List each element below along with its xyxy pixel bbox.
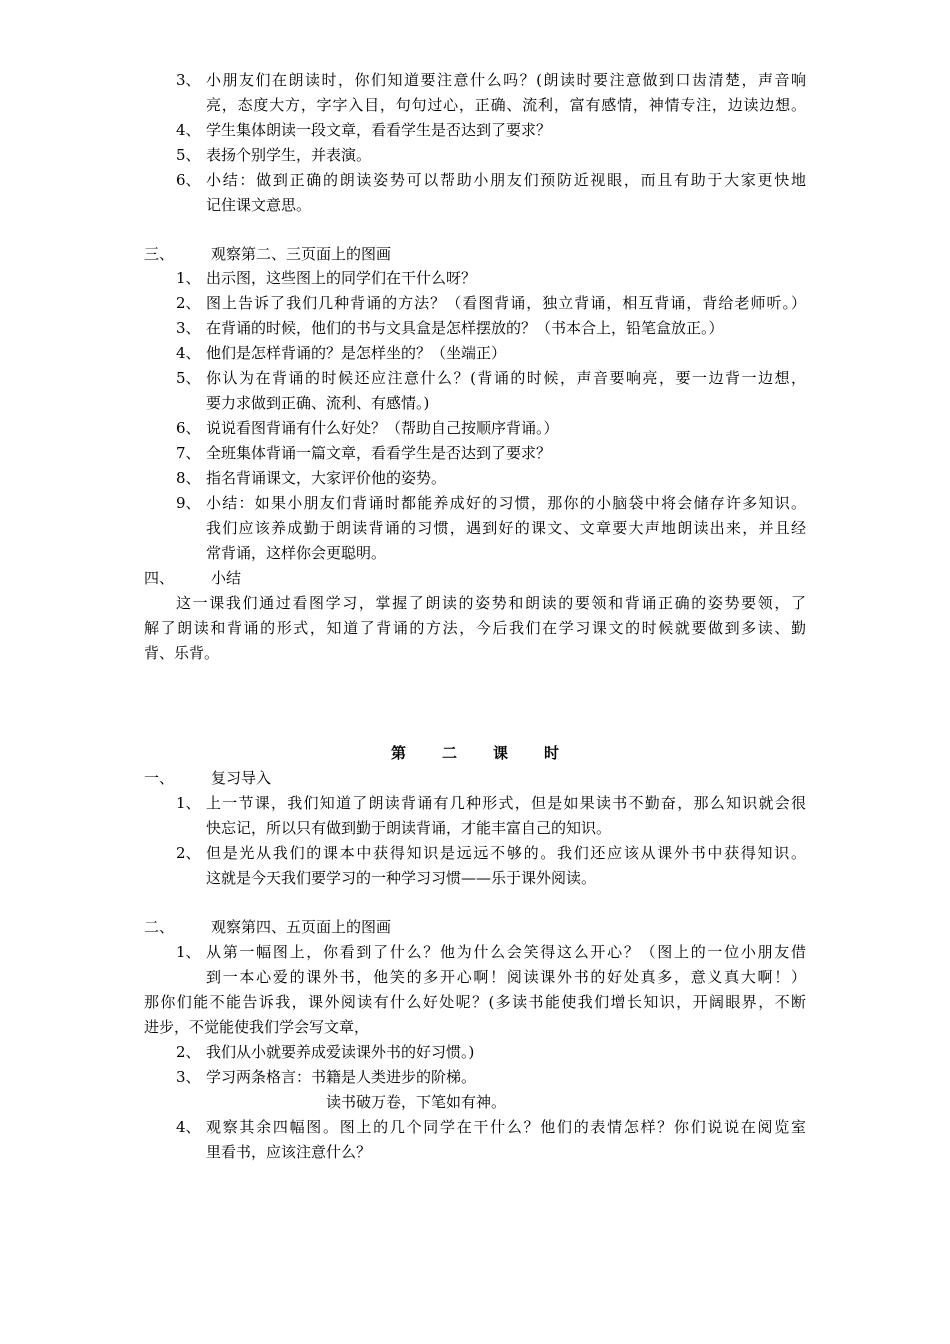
- item-number: 1、: [176, 794, 201, 812]
- section-heading: 小结: [211, 569, 242, 587]
- section-heading: 观察第二、三页面上的图画: [211, 245, 392, 263]
- text-line: 常背诵，这样你会更聪明。: [206, 544, 387, 562]
- item-number: 7、: [176, 444, 201, 462]
- motto-line: 读书破万卷，下笔如有神。: [326, 1093, 507, 1111]
- item-number: 1、: [176, 943, 201, 961]
- text-line: 表扬个别学生，并表演。: [206, 146, 372, 164]
- text-line: 里看书，应该注意什么？: [206, 1143, 372, 1161]
- item-number: 3、: [176, 319, 201, 337]
- text-line: 背、乐背。: [144, 644, 220, 662]
- text-line: 图上告诉了我们几种背诵的方法？（看图背诵，独立背诵，相互背诵，背给老师听。）: [206, 294, 806, 312]
- item-number: 5、: [176, 146, 201, 164]
- text-line: 观察其余四幅图。图上的几个同学在干什么？他们的表情怎样？你们说说在阅览室: [206, 1118, 806, 1136]
- title-char: 课: [493, 744, 509, 762]
- item-number: 2、: [176, 1043, 201, 1061]
- text-line: 他们是怎样背诵的？是怎样坐的？（坐端正）: [206, 344, 507, 362]
- item-number: 1、: [176, 269, 201, 287]
- text-line: 出示图，这些图上的同学们在干什么呀？: [206, 269, 477, 287]
- text-line: 从第一幅图上，你看到了什么？他为什么会笑得这么开心？（图上的一位小朋友借: [206, 943, 806, 961]
- item-number: 6、: [176, 419, 201, 437]
- text-line: 进步，不觉能使我们学会写文章，: [144, 1018, 370, 1036]
- title-char: 二: [441, 744, 457, 762]
- item-number: 3、: [176, 1068, 201, 1086]
- section-number: 二、: [144, 918, 175, 936]
- item-number: 8、: [176, 469, 201, 487]
- text-line: 小结：做到正确的朗读姿势可以帮助小朋友们预防近视眼，而且有助于大家更快地: [206, 171, 806, 189]
- text-line: 要力求做到正确、流利、有感情。): [206, 394, 430, 412]
- text-line: 这就是今天我们要学习的一种学习习惯——乐于课外阅读。: [206, 869, 597, 887]
- section-number: 一、: [144, 769, 175, 787]
- text-line: 在背诵的时候，他们的书与文具盒是怎样摆放的？（书本合上，铅笔盒放正。）: [206, 319, 724, 337]
- item-number: 4、: [176, 1118, 201, 1136]
- section-number: 三、: [144, 245, 175, 263]
- text-line: 我们从小就要养成爱读课外书的好习惯。): [206, 1043, 475, 1061]
- text-line: 说说看图背诵有什么好处？（帮助自己按顺序背诵。）: [206, 419, 559, 437]
- text-line: 到一本心爱的课外书，他笑的多开心啊！阅读课外书的好处真多，意义真大啊！）: [206, 968, 806, 986]
- item-number: 9、: [176, 494, 201, 512]
- item-number: 4、: [176, 121, 201, 139]
- section-number: 四、: [144, 569, 175, 587]
- text-line: 小结：如果小朋友们背诵时都能养成好的习惯，那你的小脑袋中将会储存许多知识。: [206, 494, 806, 512]
- text-line: 你认为在背诵的时候还应注意什么？(背诵的时候，声音要响亮，要一边背一边想，: [206, 369, 806, 387]
- text-line: 指名背诵课文，大家评价他的姿势。: [206, 469, 447, 487]
- item-number: 4、: [176, 344, 201, 362]
- item-number: 3、: [176, 71, 201, 89]
- item-number: 2、: [176, 844, 201, 862]
- text-line: 但是光从我们的课本中获得知识是远远不够的。我们还应该从课外书中获得知识。: [206, 844, 806, 862]
- text-line: 记住课文意思。: [206, 196, 312, 214]
- item-number: 2、: [176, 294, 201, 312]
- text-line: 解了朗读和背诵的形式，知道了背诵的方法，今后我们在学习课文的时候就要做到多读、勤: [144, 619, 806, 637]
- text-line: 亮，态度大方，字字入目，句句过心，正确、流利，富有感情，神情专注，边读边想。: [206, 96, 806, 114]
- text-line: 这一课我们通过看图学习，掌握了朗读的姿势和朗读的要领和背诵正确的姿势要领，了: [176, 594, 806, 612]
- title-char: 第: [390, 744, 406, 762]
- text-line: 快忘记，所以只有做到勤于朗读背诵，才能丰富自己的知识。: [206, 819, 612, 837]
- text-line: 全班集体背诵一篇文章，看看学生是否达到了要求？: [206, 444, 552, 462]
- section-heading: 复习导入: [211, 769, 272, 787]
- item-number: 6、: [176, 171, 201, 189]
- text-line: 小朋友们在朗读时，你们知道要注意什么吗？(朗读时要注意做到口齿清楚，声音响: [206, 71, 806, 89]
- section-heading: 观察第四、五页面上的图画: [211, 918, 392, 936]
- text-line: 学生集体朗读一段文章，看看学生是否达到了要求？: [206, 121, 552, 139]
- title-char: 时: [544, 744, 560, 762]
- lesson-title: [0, 742, 950, 763]
- item-number: 5、: [176, 369, 201, 387]
- text-line: 上一节课，我们知道了朗读背诵有几种形式，但是如果读书不勤奋，那么知识就会很: [206, 794, 806, 812]
- text-line: 学习两条格言：书籍是人类进步的阶梯。: [206, 1068, 477, 1086]
- text-line: 我们应该养成勤于朗读背诵的习惯，遇到好的课文、文章要大声地朗读出来，并且经: [206, 519, 806, 537]
- text-line: 那你们能不能告诉我，课外阅读有什么好处呢？(多读书能使我们增长知识，开阔眼界，不断: [144, 993, 806, 1011]
